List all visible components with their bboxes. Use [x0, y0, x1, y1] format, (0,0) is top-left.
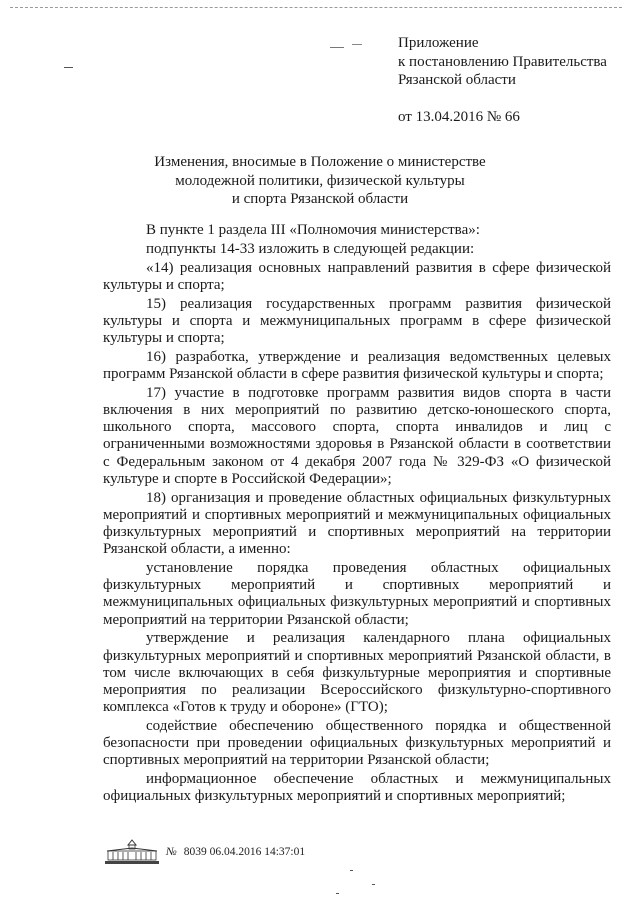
scan-speck — [350, 870, 353, 871]
paragraph: подпункты 14-33 изложить в следующей редакции: — [146, 240, 475, 257]
appendix-region: Рязанской области — [398, 72, 516, 88]
document-body — [103, 222, 611, 807]
paragraph: утверждение и реализация календарного плана официальных физкультурных мероприятий и спортивных мероприятий Рязанской области, в том числе включающих в себя физкультурные мероприятия и спортивные мероприятия по реализации Всероссийского физкультурно-спортивного комплекса «Готов к труду и обороне» (ГТО); — [103, 630, 611, 716]
scan-speck — [330, 47, 344, 48]
stamp-number-sign: № — [166, 846, 177, 858]
appendix-resolution: к постановлению Правительства — [398, 53, 607, 70]
paragraph: 18) организация и проведение областных официальных физкультурных мероприятий и спортивных мероприятий и межмуниципальных официальных физкультурных мероприятий и спортивных мероприятий на территории Рязанской области, а именно: — [103, 489, 611, 558]
title-line: и спорта Рязанской области — [231, 191, 409, 207]
paragraph: установление порядка проведения областных официальных физкультурных мероприятий и спортивных мероприятий и межмуниципальных официальных физкультурных мероприятий и спортивных мероприятий на территории Рязанской области; — [103, 560, 611, 628]
document-title — [100, 153, 540, 209]
paragraph: «14) реализация основных направлений развития в сфере физической культуры и спорта; — [103, 259, 611, 293]
stamp-text: 8039 06.04.2016 14:37:01 — [183, 846, 306, 858]
paragraph: 17) участие в подготовке программ развития видов спорта в части включения в них мероприятий по развитию детско-юношеского спорта, школьного спорта, массового спорта, спорта инвалидов и лиц с ограниченными возможностями здоровья в Рязанской области в соответствии с Федеральным законом от 4 декабря 2007 года № 329-ФЗ «О физической культуре и спорте в Российской Федерации»; — [103, 384, 611, 487]
paragraph: информационное обеспечение областных и межмуниципальных официальных физкультурных мероприятий и спортивных мероприятий; — [103, 771, 611, 805]
government-building-logo — [103, 838, 161, 866]
appendix-label: Приложение — [398, 35, 479, 51]
scan-speck — [372, 884, 375, 885]
appendix-header — [398, 34, 634, 126]
scan-speck — [336, 893, 339, 894]
scan-speck — [352, 44, 362, 45]
registration-stamp — [166, 846, 305, 858]
paragraph: 16) разработка, утверждение и реализация ведомственных целевых программ Рязанской области в сфере развития физической культуры и спорта; — [103, 348, 611, 382]
scan-speck — [64, 67, 73, 68]
paragraph: содействие обеспечению общественного порядка и общественной безопасности при проведении официальных физкультурных мероприятий и спортивных мероприятий на территории Рязанской области; — [103, 718, 611, 769]
title-line: Изменения, вносимые в Положение о министерстве — [154, 154, 486, 170]
appendix-date: от 13.04.2016 № 66 — [398, 108, 520, 125]
paragraph: В пункте 1 раздела III «Полномочия министерства»: — [146, 222, 480, 238]
scan-top-border — [10, 7, 622, 8]
title-line: молодежной политики, физической культуры — [175, 172, 465, 189]
paragraph: 15) реализация государственных программ развития физической культуры и спорта и межмуниципальных программ в сфере физической культуры и спорта; — [103, 295, 611, 346]
